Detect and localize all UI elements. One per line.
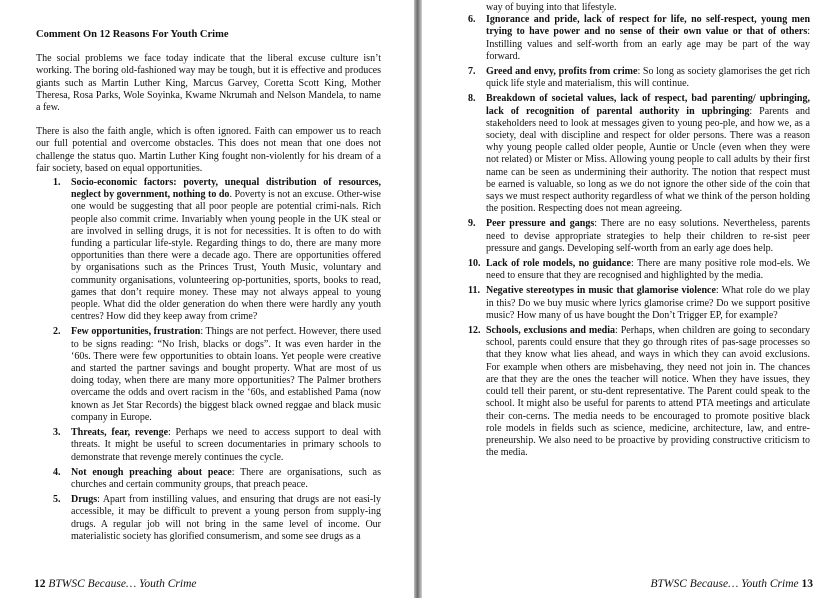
page-number: 12 — [34, 578, 46, 590]
list-item — [468, 285, 810, 322]
item-number: 7. — [468, 66, 476, 78]
list-item — [468, 258, 810, 282]
item-title: Few opportunities, frustration — [71, 326, 201, 338]
running-footer: BTWSC Because… Youth Crime — [650, 578, 799, 590]
item-number: 10. — [468, 258, 481, 270]
item-text: : Apart from instilling values, and ensuring that drugs are not easi-ly accessible, it may be difficult to prevent a young person from supply-ing drugs. A regular job will not bring in the same level of income. Our materialistic society has glorified consumerism, and some see drugs as a — [71, 494, 381, 542]
item-text: : What role do we play in this? Do we buy music where lyrics glamorise crime? Do we support positive music? How many of us have bought the Don’t Trigger EP, for example? — [486, 285, 810, 321]
list-item — [53, 427, 381, 464]
item-number: 9. — [468, 218, 476, 230]
item-text: : There are many positive role mod-els. We need to ensure that they are recognised and highlighted by the media. — [486, 258, 810, 282]
list-item — [468, 14, 810, 63]
item-number: 2. — [53, 326, 61, 338]
item-title: Schools, exclusions and media — [486, 325, 616, 337]
item-title: Drugs — [71, 494, 98, 506]
item-number: 8. — [468, 93, 476, 105]
right-page — [422, 0, 839, 598]
item-number: 1. — [53, 177, 61, 189]
item-number: 11. — [468, 285, 480, 297]
running-footer: BTWSC Because… Youth Crime — [48, 578, 197, 590]
intro-paragraph: The social problems we face today indicate that the liberal excuse culture isn’t working. The boring old-fashioned way may be tough, but it is effective and produces giants such as Martin Luther King, Marcus Garvey, Coretta Scott King, Mother Theresa, Rosa Parks, Wole Soyinka, Kwame Nkrumah and Nelson Mandela, to name a few. — [36, 53, 381, 114]
faith-paragraph: There is also the faith angle, which is often ignored. Faith can empower us to reach our full potential and overcome obstacles. This does not mean that one does not challenge the status quo. Martin Luther King fought non-violently for his dream of a fair society, based on equal opportunities. — [36, 126, 381, 174]
right-column — [468, 2, 810, 462]
item-title: Breakdown of societal values, lack of respect, bad parenting/ upbringing, lack of recognition of parental authority in upbringing — [486, 93, 810, 117]
item-number: 3. — [53, 427, 61, 439]
reasons-list-left — [53, 177, 381, 543]
list-item — [468, 218, 810, 255]
item-text: : Things are not perfect. However, there used to be signs reading: “No Irish, blacks or dogs”. It was even harder in the ‘60s. There were few opportunities to obtain loans. Yet people were creative and started the partner savings and bought property. What are most of us doing today, when there are many more opportunities? The Palmer brothers overcame the odds and overt racism in the ‘60s, and established Pama (now known as Jet Star Records) the biggest black owned reggae and black music company in Europe. — [71, 326, 381, 423]
page-number: 13 — [801, 578, 813, 590]
list-item — [53, 177, 381, 323]
item-text: : There are organisations, such as churches and certain community groups, that preach peace. — [71, 466, 381, 490]
item-text: : Parents and stakeholders need to look at messages given to young peo-ple, and how we, as a society, deal with discipline and respect for older persons. There was a reason why young people called older people, Auntie or Uncle (even when they were not related) or Mister or Miss. Allowing young people to call adults by their first name can be seen as undermining their authority. The notion that respect must be earned is valuable, so long as we do not ignore the other side of the coin that says we must respect authority regardless of what we think of the person holding the position. Respecting does not mean agreeing. — [486, 105, 811, 215]
item-title: Ignorance and pride, lack of respect for life, no self-respect, young men trying to have power and no sense of their own value or that of others — [486, 14, 810, 38]
continued-text: way of buying into that lifestyle. — [486, 2, 617, 13]
item-text: : So long as society glamorises the get rich quick life style and materialism, this will continue. — [486, 66, 810, 90]
item-title: Greed and envy, profits from crime — [486, 66, 638, 78]
left-page — [0, 0, 414, 598]
item-title: Socio-economic factors: poverty, unequal distribution of resources, neglect by government, nothing to do — [71, 177, 381, 201]
list-item — [53, 467, 381, 491]
item-number: 6. — [468, 14, 476, 26]
list-item — [468, 325, 810, 459]
left-column — [36, 29, 381, 546]
item-text: : Instilling values and self-worth from an early age may be part of the way forward. — [486, 26, 810, 62]
item-text: : Perhaps we need to access support to deal with threats. It might be useful to screen documentaries in primary schools to demonstrate that revenge merely continues the cycle. — [71, 427, 381, 463]
list-item — [53, 494, 381, 543]
item-number: 5. — [53, 494, 61, 506]
reasons-list-right — [468, 14, 810, 459]
item-text: . Poverty is not an excuse. Other-wise one would be suggesting that all poor people are potential crimi-nals. Rich people also commit crime. Invariably when young people in the UK steal or are involved in selling drugs, it is not for necessities. It is often to do with funding a particular life-style. Regarding things to do, there are many more opportunities than there were a decade ago. There are opportunities offered by organisations such as the Princes Trust, Youth Music, voluntary and community organisations, volunteering op-portunities, sports, books to read, games that don’t require money. These may not always appeal to young people. What did the older generation do when there were hardly any youth centres? How did they keep away from crime? — [71, 189, 381, 323]
item-title: Negative stereotypes in music that glamorise violence — [486, 285, 716, 297]
item-title: Peer pressure and gangs — [486, 218, 595, 230]
item-text: : There are no easy solutions. Nevertheless, parents need to devise appropriate strategies to help their children to re-sist peer pressure and gangs. Developing self-worth from an early age does help. — [486, 218, 811, 254]
list-item — [53, 326, 381, 424]
item-number: 12. — [468, 325, 481, 337]
item-text: : Perhaps, when children are going to secondary school, parents could ensure that they go through rites of pas-sage processes so that they know what lies ahead, and ways in which they can avoid exclusions. For example when others are misbehaving, they need not join in. The chances are that they are the ones the teacher will notice. When they have issues, they could tell their parent, or stu-dent representative. The Parent could speak to the school. It might also be useful for parents to attend PTA meetings and articulate their con-cerns. The media needs to be encouraged to promote positive black role models in fields such as science, medicine, architecture, law, and entre-preneurship. We also need to be proactive by providing constructive criticism to the media. — [486, 325, 810, 459]
list-item — [468, 93, 810, 215]
right-footer — [651, 578, 814, 590]
list-item — [468, 66, 810, 90]
book-gutter — [414, 0, 422, 598]
item-number: 4. — [53, 466, 61, 478]
left-footer — [34, 578, 197, 590]
item-title: Not enough preaching about peace — [71, 466, 232, 478]
article-heading: Comment On 12 Reasons For Youth Crime — [36, 29, 229, 40]
item-title: Threats, fear, revenge — [71, 427, 169, 439]
item-title: Lack of role models, no guidance — [486, 258, 631, 270]
